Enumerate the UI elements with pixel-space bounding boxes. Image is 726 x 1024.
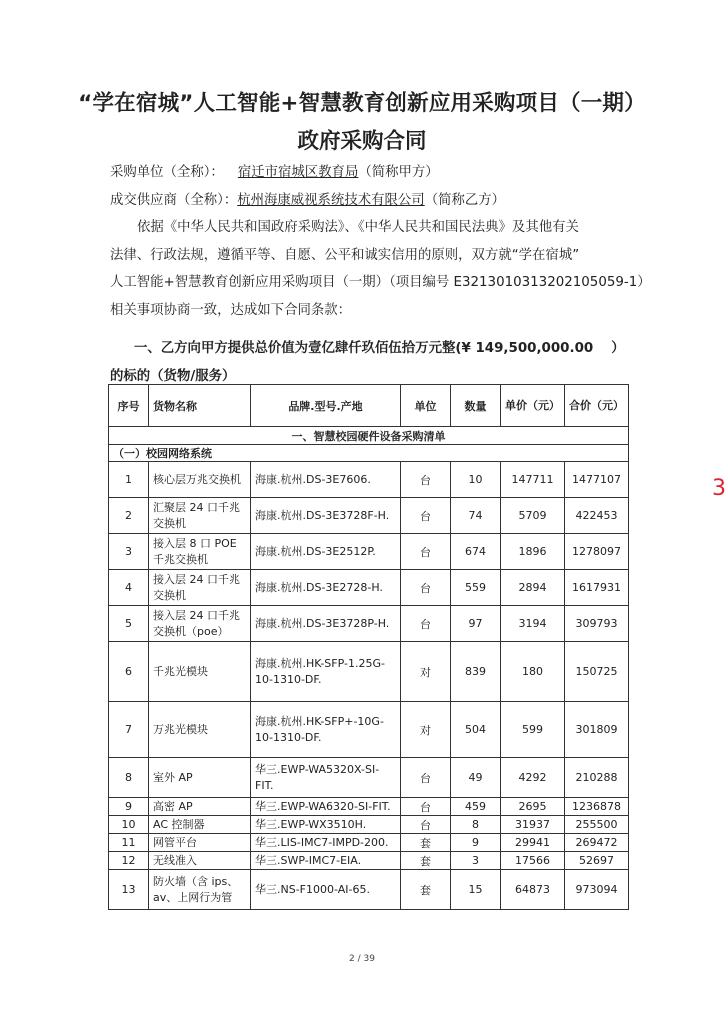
model-cell: 海康.杭州.DS-3E7606. <box>251 462 401 498</box>
unit-price-cell: 5709 <box>501 498 565 534</box>
subject-label: 的标的（货物/服务） <box>110 369 236 384</box>
goods-name-cell: AC 控制器 <box>149 816 251 834</box>
row-number-cell: 11 <box>109 834 149 852</box>
quantity-cell: 15 <box>451 870 501 910</box>
table-header-row <box>109 385 629 427</box>
goods-table <box>108 384 629 910</box>
total-price-cell: 973094 <box>565 870 629 910</box>
quantity-cell: 504 <box>451 702 501 758</box>
total-price-cell: 1236878 <box>565 798 629 816</box>
supplier-label: 成交供应商（全称）： <box>110 193 238 208</box>
row-number-cell: 6 <box>109 642 149 702</box>
quantity-cell: 459 <box>451 798 501 816</box>
header-cell: 单价（元） <box>501 385 565 427</box>
row-number-cell: 4 <box>109 570 149 606</box>
model-cell: 海康.杭州.HK-SFP-1.25G-10-1310-DF. <box>251 642 401 702</box>
header-cell: 货物名称 <box>149 385 251 427</box>
model-cell: 华三.SWP-IMC7-EIA. <box>251 852 401 870</box>
quantity-cell: 3 <box>451 852 501 870</box>
table-row <box>109 498 629 534</box>
model-cell: 海康.杭州.DS-3E2728-H. <box>251 570 401 606</box>
total-price-cell: 150725 <box>565 642 629 702</box>
unit-price-cell: 2894 <box>501 570 565 606</box>
supplier-name: 杭州海康威视系统技术有限公司 <box>237 193 425 208</box>
goods-name-cell: 接入层 8 口 POE 千兆交换机 <box>149 534 251 570</box>
table-row <box>109 570 629 606</box>
model-cell: 华三.NS-F1000-AI-65. <box>251 870 401 910</box>
model-cell: 华三.EWP-WA6320-SI-FIT. <box>251 798 401 816</box>
supplier-line <box>110 189 505 208</box>
goods-name-cell: 核心层万兆交换机 <box>149 462 251 498</box>
table-row <box>109 702 629 758</box>
section-title-cell: 一、智慧校园硬件设备采购清单 <box>109 427 629 445</box>
contract-title: “学在宿城”人工智能+智慧教育创新应用采购项目（一期） <box>78 91 646 116</box>
row-number-cell: 10 <box>109 816 149 834</box>
unit-price-cell: 2695 <box>501 798 565 816</box>
header-cell: 序号 <box>109 385 149 427</box>
table-row <box>109 462 629 498</box>
table-row <box>109 534 629 570</box>
unit-cell: 台 <box>401 798 451 816</box>
table-row <box>109 642 629 702</box>
unit-cell: 台 <box>401 606 451 642</box>
unit-price-cell: 17566 <box>501 852 565 870</box>
table-row <box>109 852 629 870</box>
row-number-cell: 13 <box>109 870 149 910</box>
unit-price-cell: 599 <box>501 702 565 758</box>
row-number-cell: 1 <box>109 462 149 498</box>
total-price-cell: 301809 <box>565 702 629 758</box>
row-number-cell: 2 <box>109 498 149 534</box>
header-cell: 合价（元） <box>565 385 629 427</box>
quantity-cell: 74 <box>451 498 501 534</box>
page-number: 2 / 39 <box>349 954 375 964</box>
row-number-cell: 8 <box>109 758 149 798</box>
goods-name-cell: 接入层 24 口千兆交换机 <box>149 570 251 606</box>
row-number-cell: 5 <box>109 606 149 642</box>
total-price-cell: 1617931 <box>565 570 629 606</box>
purchaser-label: 采购单位（全称）： <box>110 165 224 180</box>
total-price-cell: 269472 <box>565 834 629 852</box>
unit-cell: 套 <box>401 834 451 852</box>
subsection-row <box>109 445 629 462</box>
unit-price-cell: 29941 <box>501 834 565 852</box>
total-price-cell: 1477107 <box>565 462 629 498</box>
quantity-cell: 10 <box>451 462 501 498</box>
model-cell: 海康.杭州.DS-3E3728F-H. <box>251 498 401 534</box>
goods-name-cell: 室外 AP <box>149 758 251 798</box>
intro-paragraph <box>110 214 651 324</box>
unit-price-cell: 3194 <box>501 606 565 642</box>
unit-price-cell: 31937 <box>501 816 565 834</box>
model-cell: 华三.LIS-IMC7-IMPD-200. <box>251 834 401 852</box>
total-price-cell: 210288 <box>565 758 629 798</box>
row-number-cell: 9 <box>109 798 149 816</box>
unit-cell: 套 <box>401 852 451 870</box>
table-row <box>109 798 629 816</box>
purchaser-name: 宿迁市宿城区教育局 <box>237 165 359 180</box>
header-cell: 品牌.型号.产地 <box>251 385 401 427</box>
table-row <box>109 834 629 852</box>
total-price-cell: 309793 <box>565 606 629 642</box>
goods-name-cell: 无线准入 <box>149 852 251 870</box>
model-cell: 海康.杭州.HK-SFP+-10G-10-1310-DF. <box>251 702 401 758</box>
purchaser-line <box>110 161 439 180</box>
model-cell: 华三.EWP-WX3510H. <box>251 816 401 834</box>
quantity-cell: 49 <box>451 758 501 798</box>
model-cell: 华三.EWP-WA5320X-SI-FIT. <box>251 758 401 798</box>
unit-cell: 台 <box>401 534 451 570</box>
goods-name-cell: 接入层 24 口千兆交换机（poe） <box>149 606 251 642</box>
goods-name-cell: 千兆光模块 <box>149 642 251 702</box>
goods-name-cell: 网管平台 <box>149 834 251 852</box>
total-price-cell: 255500 <box>565 816 629 834</box>
quantity-cell: 8 <box>451 816 501 834</box>
header-cell: 单位 <box>401 385 451 427</box>
row-number-cell: 12 <box>109 852 149 870</box>
unit-cell: 对 <box>401 702 451 758</box>
model-cell: 海康.杭州.DS-3E3728P-H. <box>251 606 401 642</box>
table-row <box>109 606 629 642</box>
unit-cell: 对 <box>401 642 451 702</box>
table-row <box>109 870 629 910</box>
quantity-cell: 674 <box>451 534 501 570</box>
unit-price-cell: 147711 <box>501 462 565 498</box>
quantity-cell: 559 <box>451 570 501 606</box>
unit-cell: 台 <box>401 462 451 498</box>
table-row <box>109 758 629 798</box>
margin-mark: 3 <box>712 476 726 501</box>
unit-cell: 套 <box>401 870 451 910</box>
goods-name-cell: 万兆光模块 <box>149 702 251 758</box>
total-price-cell: 422453 <box>565 498 629 534</box>
unit-price-cell: 4292 <box>501 758 565 798</box>
supplier-suffix: （简称乙方） <box>424 193 506 208</box>
unit-cell: 台 <box>401 758 451 798</box>
section-title-row <box>109 427 629 445</box>
unit-price-cell: 180 <box>501 642 565 702</box>
quantity-cell: 9 <box>451 834 501 852</box>
row-number-cell: 3 <box>109 534 149 570</box>
goods-name-cell: 防火墙（含 ips、av、上网行为管 <box>149 870 251 910</box>
table-row <box>109 816 629 834</box>
header-cell: 数量 <box>451 385 501 427</box>
intro-line: 相关事项协商一致，达成如下合同条款： <box>110 302 352 318</box>
contract-subtitle: 政府采购合同 <box>297 129 427 154</box>
purchaser-suffix: （简称甲方） <box>358 165 439 180</box>
unit-cell: 台 <box>401 570 451 606</box>
row-number-cell: 7 <box>109 702 149 758</box>
intro-line: 依据《中华人民共和国政府采购法》、《中华人民共和国民法典》及其他有关 <box>137 220 579 235</box>
goods-name-cell: 高密 AP <box>149 798 251 816</box>
section-heading: 一、乙方向甲方提供总价值为壹亿肆仟玖佰伍拾万元整(¥ 149,500,000.00 ） <box>134 341 625 356</box>
quantity-cell: 97 <box>451 606 501 642</box>
intro-line: 人工智能+智慧教育创新应用采购项目（一期）（项目编号 E3213010313202105059-1） <box>110 275 651 290</box>
total-price-cell: 52697 <box>565 852 629 870</box>
total-price-cell: 1278097 <box>565 534 629 570</box>
unit-cell: 台 <box>401 816 451 834</box>
goods-name-cell: 汇聚层 24 口千兆交换机 <box>149 498 251 534</box>
intro-line: 法律、行政法规，遵循平等、自愿、公平和诚实信用的原则，双方就“学在宿城” <box>110 247 580 263</box>
unit-cell: 台 <box>401 498 451 534</box>
subsection-cell: （一）校园网络系统 <box>109 445 629 462</box>
unit-price-cell: 1896 <box>501 534 565 570</box>
model-cell: 海康.杭州.DS-3E2512P. <box>251 534 401 570</box>
quantity-cell: 839 <box>451 642 501 702</box>
unit-price-cell: 64873 <box>501 870 565 910</box>
